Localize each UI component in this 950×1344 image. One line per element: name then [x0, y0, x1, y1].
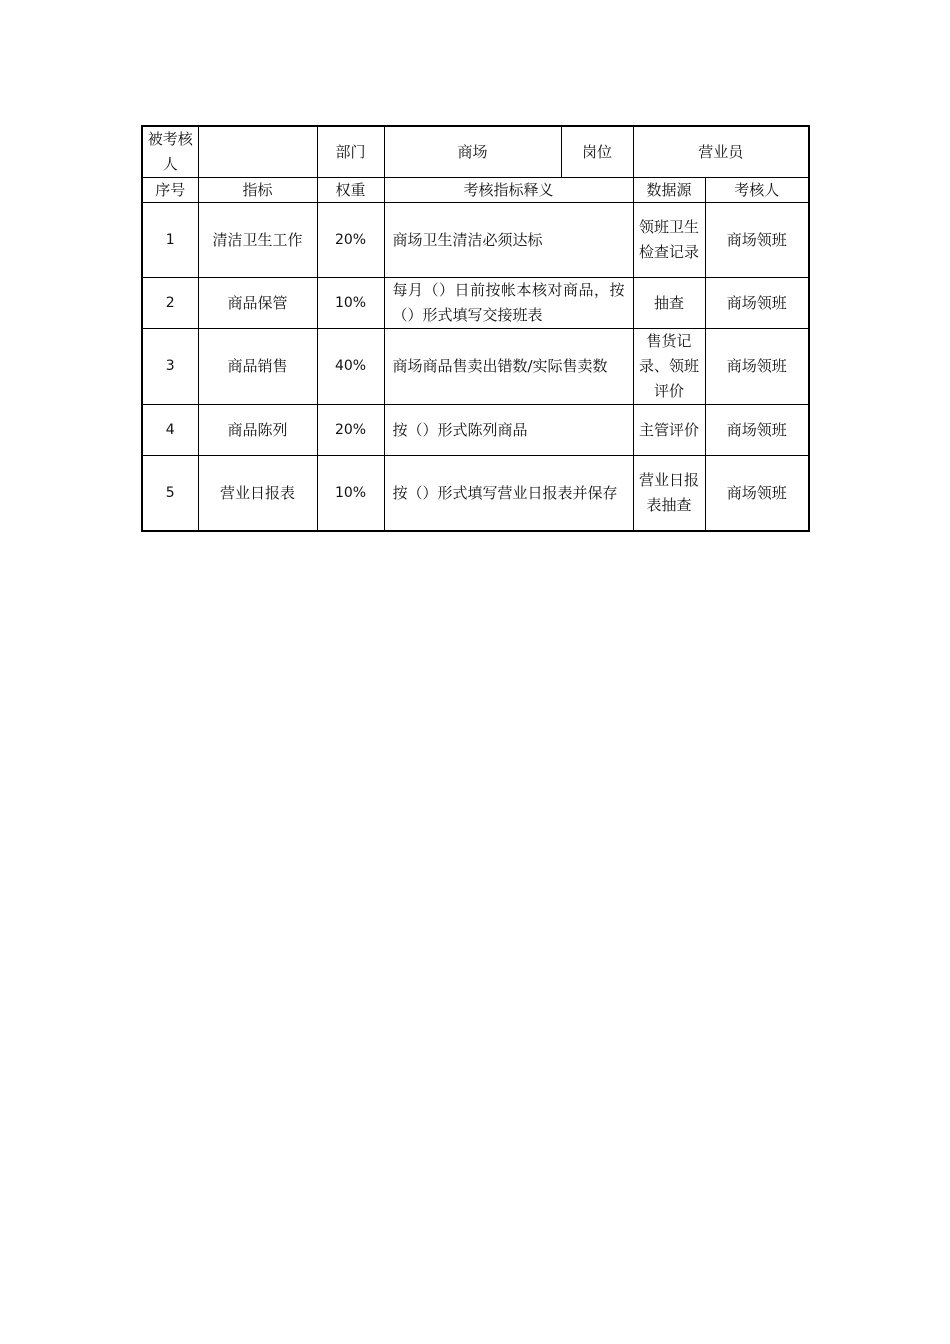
col-indicator: 指标 [198, 178, 317, 203]
row-no: 5 [142, 456, 198, 532]
row-assessor: 商场领班 [705, 405, 809, 456]
col-source: 数据源 [633, 178, 705, 203]
row-assessor: 商场领班 [705, 203, 809, 278]
row-definition: 按（）形式填写营业日报表并保存 [384, 456, 633, 532]
row-weight: 10% [317, 278, 384, 329]
kpi-assessment-table [141, 125, 810, 532]
row-source: 领班卫生检查记录 [633, 203, 705, 278]
dept-value: 商场 [384, 126, 561, 178]
table-row [142, 278, 809, 329]
row-no: 4 [142, 405, 198, 456]
dept-label: 部门 [317, 126, 384, 178]
col-no: 序号 [142, 178, 198, 203]
row-definition: 按（）形式陈列商品 [384, 405, 633, 456]
row-source: 营业日报表抽查 [633, 456, 705, 532]
col-assessor: 考核人 [705, 178, 809, 203]
row-indicator: 商品陈列 [198, 405, 317, 456]
row-assessor: 商场领班 [705, 329, 809, 405]
row-indicator: 清洁卫生工作 [198, 203, 317, 278]
row-source: 售货记录、领班评价 [633, 329, 705, 405]
row-weight: 20% [317, 203, 384, 278]
subject-value [198, 126, 317, 178]
table-row [142, 203, 809, 278]
row-weight: 10% [317, 456, 384, 532]
table-row [142, 456, 809, 532]
row-assessor: 商场领班 [705, 278, 809, 329]
row-weight: 40% [317, 329, 384, 405]
row-no: 2 [142, 278, 198, 329]
table-row [142, 405, 809, 456]
row-weight: 20% [317, 405, 384, 456]
row-indicator: 商品销售 [198, 329, 317, 405]
row-definition: 每月（）日前按帐本核对商品，按（）形式填写交接班表 [384, 278, 633, 329]
post-value: 营业员 [633, 126, 809, 178]
row-no: 3 [142, 329, 198, 405]
post-label: 岗位 [561, 126, 633, 178]
row-indicator: 营业日报表 [198, 456, 317, 532]
row-definition: 商场卫生清洁必须达标 [384, 203, 633, 278]
row-definition: 商场商品售卖出错数/实际售卖数 [384, 329, 633, 405]
col-definition: 考核指标释义 [384, 178, 633, 203]
subject-label: 被考核人 [142, 126, 198, 178]
column-header-row [142, 178, 809, 203]
header-row [142, 126, 809, 178]
row-assessor: 商场领班 [705, 456, 809, 532]
table-row [142, 329, 809, 405]
row-source: 抽查 [633, 278, 705, 329]
row-no: 1 [142, 203, 198, 278]
row-source: 主管评价 [633, 405, 705, 456]
col-weight: 权重 [317, 178, 384, 203]
row-indicator: 商品保管 [198, 278, 317, 329]
